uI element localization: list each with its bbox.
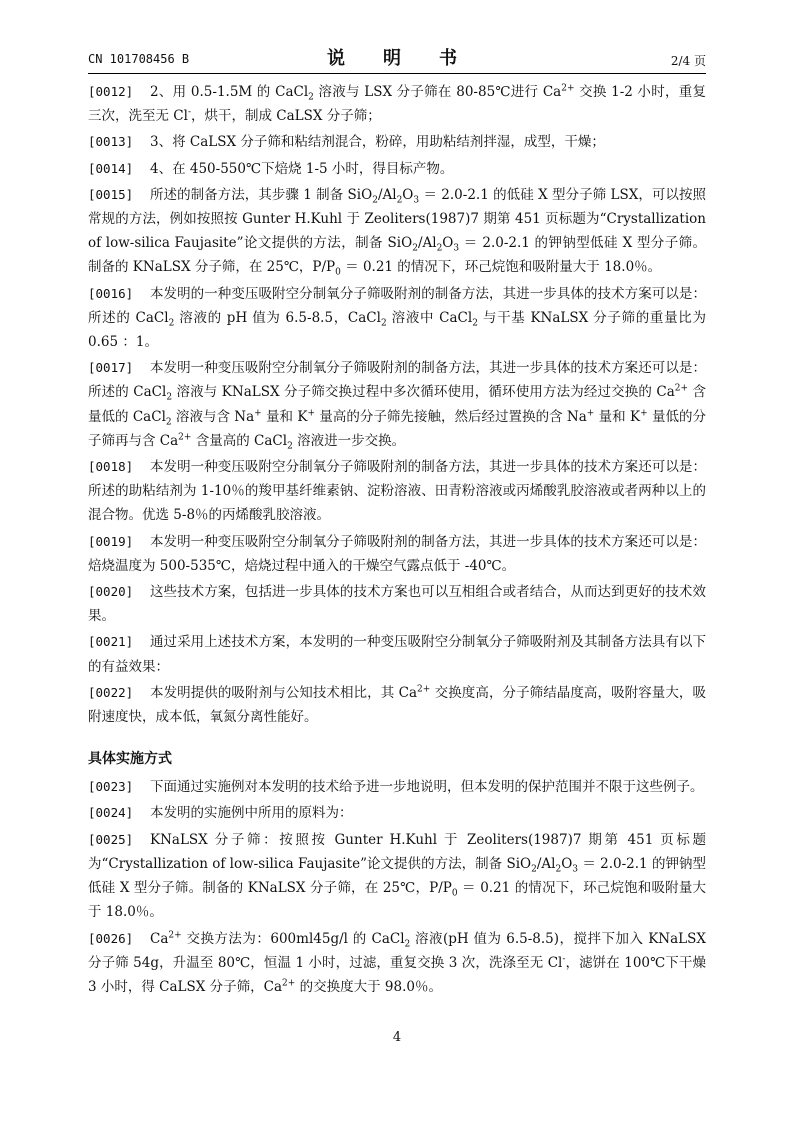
paragraph-number: [0017] — [88, 360, 134, 376]
paragraph-group-embodiments — [88, 775, 706, 999]
paragraph-number: [0019] — [88, 533, 134, 549]
paragraph-text: 这些技术方案，包括进一步具体的技术方案也可以互相组合或者结合，从而达到更好的技术效果。 — [88, 584, 706, 625]
paragraph — [88, 455, 706, 528]
paragraph-text: 所述的制备方法，其步骤 1 制备 $SiO_2/Al_2O_3 = 2.0-2.1$ 的低硅 X 型分子筛 LSX，可以按照常规的方法，例如按照按 Gunter H.Kuhl 于 Zeoliters(1987)7 期第 451 页标题为“Crystallization of low-silica Faujasite”论文提供的方法，制备 $SiO_2/Al_2O_3 = 2.0-2.1$ 的钾钠型低硅 X 型分子筛。制备的 KNaLSX 分子筛，在 25℃，$P/P_0 = 0.21$ 的情况下，环己烷饱和吸附量大于 18.0％。 — [88, 186, 706, 279]
paragraph — [88, 530, 706, 578]
page-header — [88, 44, 706, 72]
paragraph-text: KNaLSX 分子筛：按照按 Gunter H.Kuhl 于 Zeoliters(1987)7 期第 451 页标题为“Crystallization of low-silica Faujasite”论文提供的方法，制备 $SiO_2/Al_2O_3 = 2.0-2.1$ 的钾钠型低硅 X 型分子筛。制备的 KNaLSX 分子筛，在 25℃，$P/P_0 = 0.21$ 的情况下，环己烷饱和吸附量大于 18.0％。 — [88, 831, 706, 921]
paragraph — [88, 580, 706, 628]
paragraph-number: [0016] — [88, 285, 134, 301]
paragraph-text: 本发明一种变压吸附空分制氧分子筛吸附剂的制备方法，其进一步具体的技术方案还可以是：焙烧温度为 500-535℃，焙烧过程中通入的干燥空气露点低于 -40℃。 — [88, 533, 706, 574]
paragraph-text: 本发明的一种变压吸附空分制氧分子筛吸附剂的制备方法，其进一步具体的技术方案可以是：所述的 CaCl$_2$ 溶液的 pH 值为 6.5-8.5，CaCl$_2$ 溶液中 CaCl$_2$ 与干基 KNaLSX 分子筛的重量比为 0.65 ：1。 — [88, 285, 706, 351]
paragraph-text: 2、用 0.5-1.5M 的 CaCl$_2$ 溶液与 LSX 分子筛在 80-85℃进行 $Ca^{2+}$ 交换 1-2 小时，重复三次，洗至无 Cl-，烘干，制成 CaLSX 分子筛； — [88, 83, 706, 125]
paragraph-text: 本发明一种变压吸附空分制氧分子筛吸附剂的制备方法，其进一步具体的技术方案还可以是：所述的 CaCl$_2$ 溶液与 KNaLSX 分子筛交换过程中多次循环使用，循环使用方法为经过交换的 $Ca^{2+}$ 含量低的 CaCl$_2$ 溶液与含 Na+ 量和 K+ 量高的分子筛先接触，然后经过置换的含 Na+ 量和 K+ 量低的分子筛再与含 $Ca^{2+}$ 含量高的 CaCl$_2$ 溶液进一步交换。 — [88, 360, 706, 452]
paragraph-number: [0020] — [88, 584, 134, 600]
patent-number: CN 101708456 B — [88, 52, 190, 66]
page-info: 2/4 页 — [670, 54, 706, 68]
paragraph-number: [0025] — [88, 831, 134, 847]
paragraph-group-summary — [88, 80, 706, 729]
paragraph-text: 本发明提供的吸附剂与公知技术相比，其 $Ca^{2+}$ 交换度高，分子筛结晶度高，吸附容量大，吸附速度快，成本低，氧氮分离性能好。 — [88, 684, 706, 726]
paragraph-text: 通过采用上述技术方案，本发明的一种变压吸附空分制氧分子筛吸附剂及其制备方法具有以下的有益效果： — [88, 634, 706, 675]
paragraph-number: [0022] — [88, 684, 134, 700]
paragraph — [88, 681, 706, 729]
paragraph-text: 4、在 450-550℃下焙烧 1-5 小时，得目标产物。 — [150, 160, 454, 177]
paragraph-text: 下面通过实施例对本发明的技术给予进一步地说明，但本发明的保护范围并不限于这些例子。 — [150, 779, 704, 796]
paragraph — [88, 927, 706, 1000]
document-body — [88, 80, 706, 1001]
paragraph — [88, 356, 706, 453]
paragraph-number: [0015] — [88, 186, 134, 202]
paragraph-text: 本发明的实施例中所用的原料为： — [150, 805, 353, 822]
paragraph-number: [0026] — [88, 930, 134, 946]
paragraph-number: [0018] — [88, 459, 134, 475]
header-rule — [88, 73, 706, 74]
paragraph — [88, 801, 706, 825]
paragraph — [88, 282, 706, 355]
paragraph-text: 本发明一种变压吸附空分制氧分子筛吸附剂的制备方法，其进一步具体的技术方案还可以是：所述的助粘结剂为 1-10％的羧甲基纤维素钠、淀粉溶液、田青粉溶液或丙烯酸乳胶溶液或者两种以上的混合物。优选 5-8％的丙烯酸乳胶溶液。 — [88, 459, 706, 524]
paragraph-number: [0013] — [88, 134, 134, 150]
page-number: 4 — [392, 1030, 402, 1045]
section-title: 具体实施方式 — [88, 751, 172, 768]
paragraph-number: [0024] — [88, 805, 134, 821]
paragraph — [88, 157, 706, 181]
paragraph-text: $Ca^{2+}$ 交换方法为：600ml45g/l 的 CaCl$_2$ 溶液(pH 值为 6.5-8.5)，搅拌下加入 KNaLSX 分子筛 54g，升温至 80℃，恒温 1 小时，过滤，重复交换 3 次，洗涤至无 Cl-，滤饼在 100℃下干燥 3 小时，得 CaLSX 分子筛，$Ca^{2+}$ 的交换度大于 98.0％。 — [88, 930, 706, 995]
document-title: 说 明 书 — [327, 48, 467, 69]
paragraph-number: [0012] — [88, 84, 134, 99]
paragraph-number: [0014] — [88, 160, 134, 176]
paragraph — [88, 130, 706, 154]
paragraph-number: [0021] — [88, 634, 134, 650]
paragraph — [88, 183, 706, 280]
paragraph — [88, 80, 706, 128]
paragraph — [88, 775, 706, 799]
paragraph — [88, 630, 706, 678]
paragraph — [88, 828, 706, 925]
paragraph-text: 3、将 CaLSX 分子筛和粘结剂混合，粉碎，用助粘结剂拌湿，成型，干燥； — [150, 134, 605, 151]
paragraph-number: [0023] — [88, 779, 134, 795]
